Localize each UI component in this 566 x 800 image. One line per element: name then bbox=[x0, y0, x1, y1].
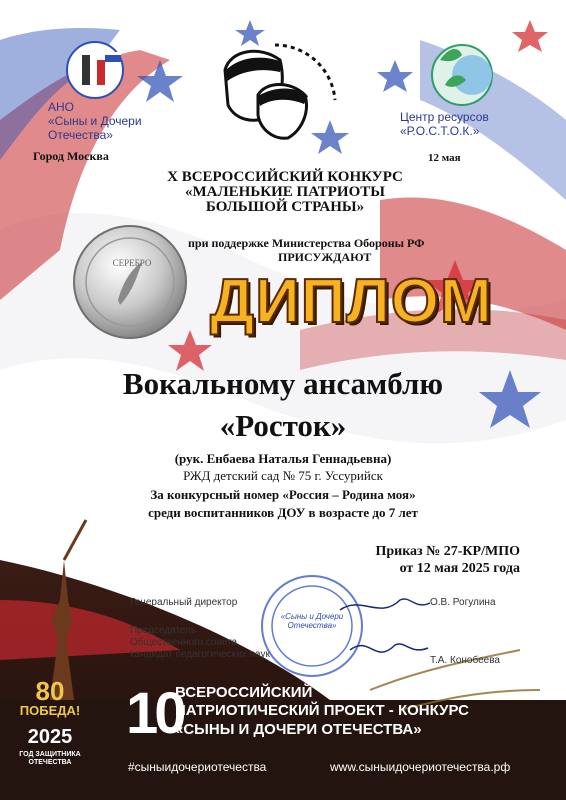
reason-line1: За конкурсный номер «Россия – Родина моя» bbox=[150, 487, 416, 502]
victory-year: 2025 bbox=[27, 726, 73, 748]
order-number: Приказ № 27-КР/МПО bbox=[375, 544, 520, 559]
stamp-text: «Сыны и Дочери Отечества» bbox=[280, 612, 344, 630]
org-left-line2: «Сыны и Дочери bbox=[48, 114, 142, 128]
reason-line2: среди воспитанников ДОУ в возрасте до 7 лет bbox=[148, 505, 418, 520]
org-left-line1: АНО bbox=[48, 100, 75, 114]
project-line2: ПАТРИОТИЧЕСКИЙ ПРОЕКТ - КОНКУРС bbox=[175, 702, 469, 719]
medal-text: СЕРЕБРО bbox=[112, 258, 152, 268]
contest-title bbox=[120, 170, 450, 215]
chair-line1: Председатель bbox=[130, 625, 197, 636]
order-date: от 12 мая 2025 года bbox=[399, 561, 520, 576]
project-line3: «СЫНЫ И ДОЧЕРИ ОТЕЧЕСТВА» bbox=[175, 721, 422, 738]
victory-80: 80 bbox=[35, 676, 65, 706]
contest-line3: БОЛЬШОЙ СТРАНЫ» bbox=[205, 199, 365, 215]
hashtag: #сыныидочериотечества bbox=[128, 760, 267, 774]
award-text: ПРИСУЖДАЮТ bbox=[278, 250, 372, 264]
school-name: РЖД детский сад № 75 г. Уссурийск bbox=[183, 468, 383, 483]
city-label: Город Москва bbox=[33, 149, 109, 163]
director-title: Генеральный директор bbox=[130, 597, 238, 608]
project-line1: ВСЕРОССИЙСКИЙ bbox=[175, 684, 313, 701]
victory-label: ПОБЕДА! bbox=[19, 703, 81, 718]
contest-line2: «МАЛЕНЬКИЕ ПАТРИОТЫ bbox=[185, 184, 385, 200]
medal-label bbox=[92, 258, 172, 268]
contest-line1: X ВСЕРОССИЙСКИЙ КОНКУРС bbox=[167, 169, 403, 185]
org-right-line2: «Р.О.С.Т.О.К.» bbox=[400, 124, 480, 138]
year-caption: ГОД ЗАЩИТНИКА ОТЕЧЕСТВА bbox=[19, 751, 81, 766]
recipient-line1: Вокальному ансамблю bbox=[122, 366, 444, 401]
org-right-line1: Центр ресурсов bbox=[400, 110, 489, 124]
org-right-name bbox=[400, 110, 530, 138]
website-link[interactable]: www.сыныидочериотечества.рф bbox=[330, 760, 511, 774]
support-text: при поддержке Министерства Обороны РФ bbox=[188, 236, 425, 250]
chair-line2: Общественного совета, bbox=[130, 637, 240, 648]
chair-line3: кандидат педагогических наук bbox=[130, 649, 270, 660]
diploma-title: ДИПЛОМ bbox=[210, 267, 493, 336]
org-left-name bbox=[48, 100, 158, 142]
date-label: 12 мая bbox=[428, 152, 461, 164]
project-number: 10 bbox=[126, 681, 183, 746]
director-name: О.В. Рогулина bbox=[430, 597, 496, 608]
chair-name: Т.А. Конобеева bbox=[430, 655, 500, 666]
leader-name: (рук. Енбаева Наталья Геннадьевна) bbox=[174, 451, 392, 466]
org-left-line3: Отечества» bbox=[48, 128, 113, 142]
recipient-line2: «Росток» bbox=[219, 408, 347, 443]
